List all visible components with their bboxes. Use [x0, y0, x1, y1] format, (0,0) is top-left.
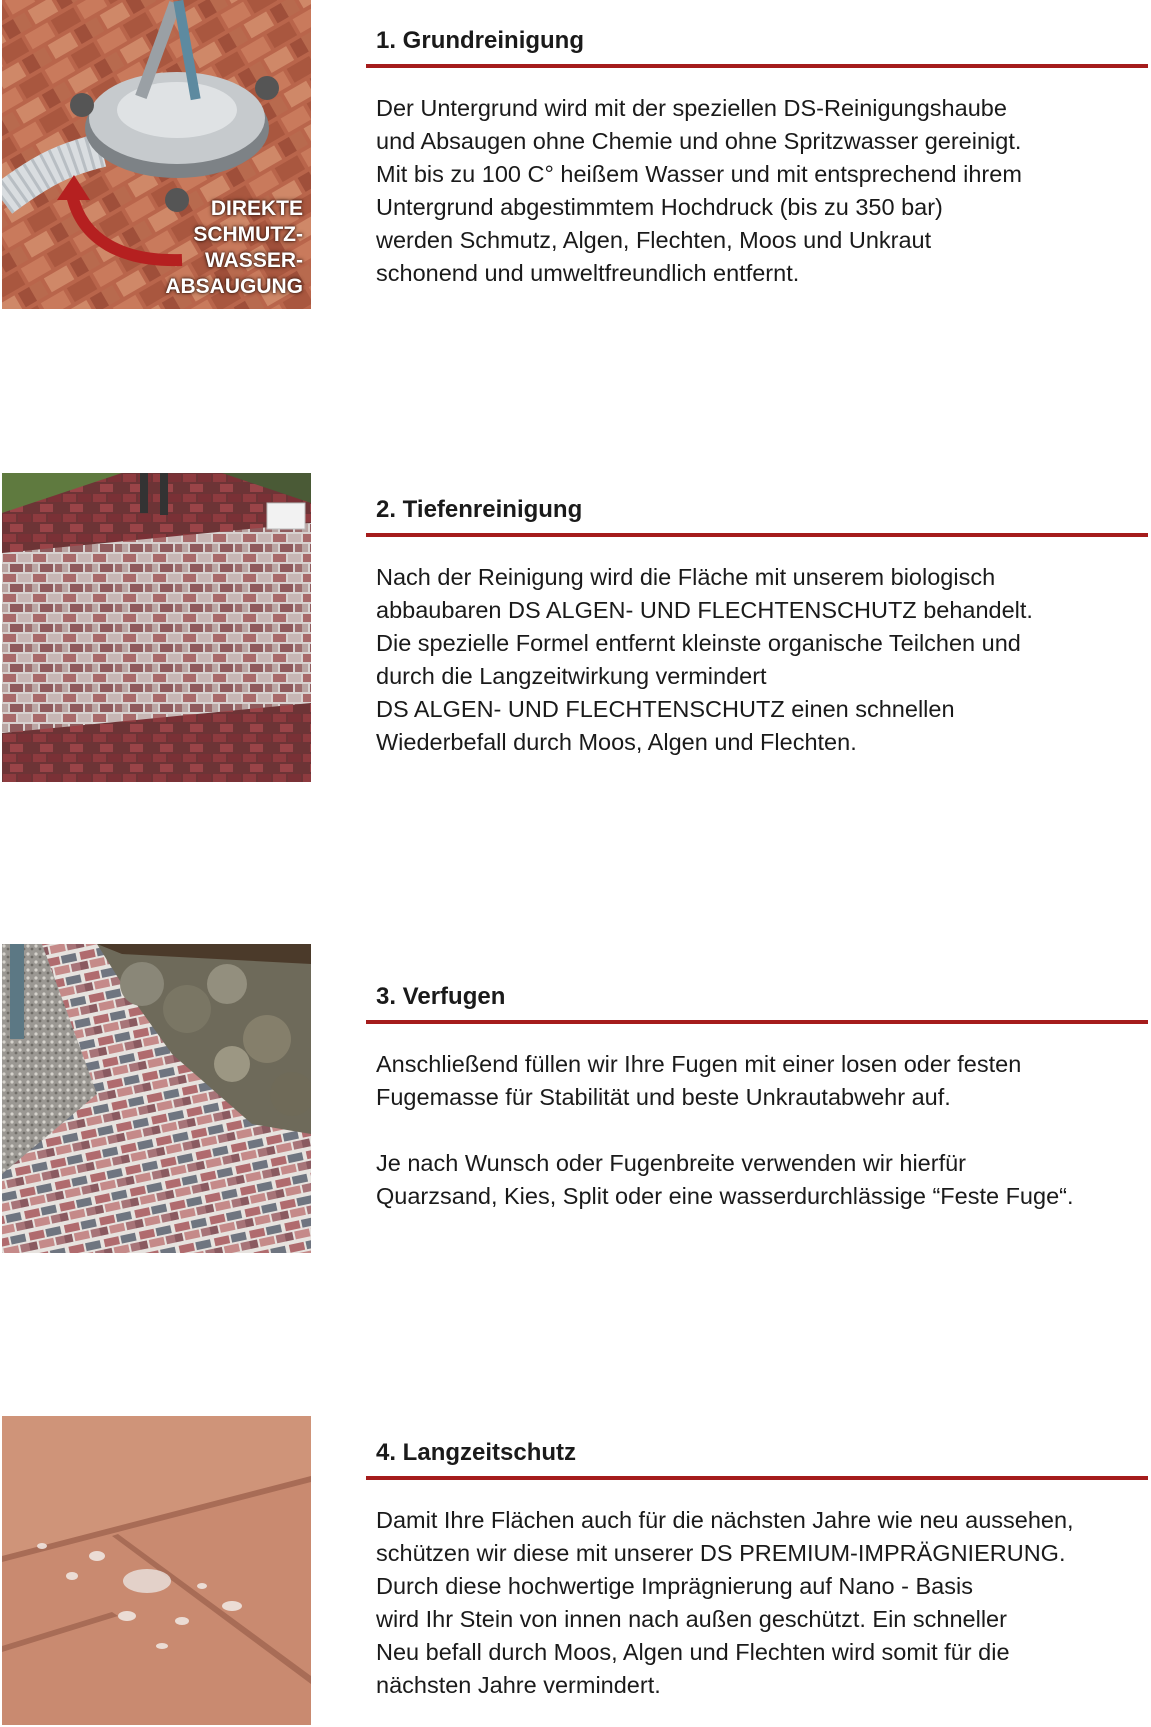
- body-line: Nach der Reinigung wird die Fläche mit unserem biologisch: [376, 564, 996, 590]
- section-body: [376, 561, 1148, 759]
- body-line: Damit Ihre Flächen auch für die nächsten Jahre wie neu aussehen,: [376, 1507, 1074, 1533]
- section-content: [366, 495, 1148, 759]
- body-line: durch die Langzeitwirkung vermindert: [376, 663, 767, 689]
- photo-cleaning-hood: [2, 0, 311, 309]
- body-line: Untergrund abgestimmtem Hochdruck (bis zu 350 bar): [376, 194, 943, 220]
- body-line: Quarzsand, Kies, Split oder eine wasserdurchlässige “Feste Fuge“.: [376, 1183, 1074, 1209]
- heading-divider: [366, 1020, 1148, 1024]
- body-line: Je nach Wunsch oder Fugenbreite verwenden wir hierfür: [376, 1150, 966, 1176]
- body-line: Neu befall durch Moos, Algen und Flechten wird somit für die: [376, 1639, 1010, 1665]
- water-beading-illustration: [2, 1416, 311, 1725]
- body-line: schützen wir diese mit unserer DS PREMIUM-IMPRÄGNIERUNG.: [376, 1540, 1066, 1566]
- section-heading: 3. Verfugen: [376, 983, 506, 1010]
- body-line: Mit bis zu 100 C° heißem Wasser und mit entsprechend ihrem: [376, 161, 1022, 187]
- body-line: DS ALGEN- UND FLECHTENSCHUTZ einen schnellen: [376, 696, 955, 722]
- section-heading: 1. Grundreinigung: [376, 27, 584, 54]
- body-line: werden Schmutz, Algen, Flechten, Moos und Unkraut: [376, 227, 932, 253]
- body-line: abbaubaren DS ALGEN- UND FLECHTENSCHUTZ behandelt.: [376, 597, 1033, 623]
- body-line: Durch diese hochwertige Imprägnierung auf Nano - Basis: [376, 1573, 973, 1599]
- body-line: schonend und umweltfreundlich entfernt.: [376, 260, 800, 286]
- body-line: wird Ihr Stein von innen nach außen geschützt. Ein schneller: [376, 1606, 1007, 1632]
- section-body: [376, 92, 1148, 290]
- image-caption: DIREKTE SCHMUTZ- WASSER- ABSAUGUNG: [165, 197, 303, 298]
- heading-divider: [366, 64, 1148, 68]
- photo-jointed-paving: [2, 944, 311, 1253]
- section-content: [366, 26, 1148, 290]
- paving-treatment-illustration: [2, 473, 311, 782]
- section-body: [376, 1048, 1148, 1213]
- body-line: Wiederbefall durch Moos, Algen und Flechten.: [376, 729, 857, 755]
- heading-divider: [366, 1476, 1148, 1480]
- body-line: und Absaugen ohne Chemie und ohne Spritzwasser gereinigt.: [376, 128, 1022, 154]
- body-line: Anschließend füllen wir Ihre Fugen mit einer losen oder festen: [376, 1051, 1022, 1077]
- section-heading: 2. Tiefenreinigung: [376, 496, 583, 523]
- heading-divider: [366, 533, 1148, 537]
- jointed-paving-illustration: [2, 944, 311, 1253]
- photo-impregnated-stone: [2, 1416, 311, 1725]
- body-line: nächsten Jahre vermindert.: [376, 1672, 661, 1698]
- section-content: [366, 982, 1148, 1213]
- photo-treated-paving: [2, 473, 311, 782]
- section-body: [376, 1504, 1148, 1702]
- body-line: Der Untergrund wird mit der speziellen DS-Reinigungshaube: [376, 95, 1007, 121]
- section-content: [366, 1438, 1148, 1702]
- body-line: Die spezielle Formel entfernt kleinste organische Teilchen und: [376, 630, 1021, 656]
- body-line: Fugemasse für Stabilität und beste Unkrautabwehr auf.: [376, 1084, 951, 1110]
- section-heading: 4. Langzeitschutz: [376, 1439, 577, 1466]
